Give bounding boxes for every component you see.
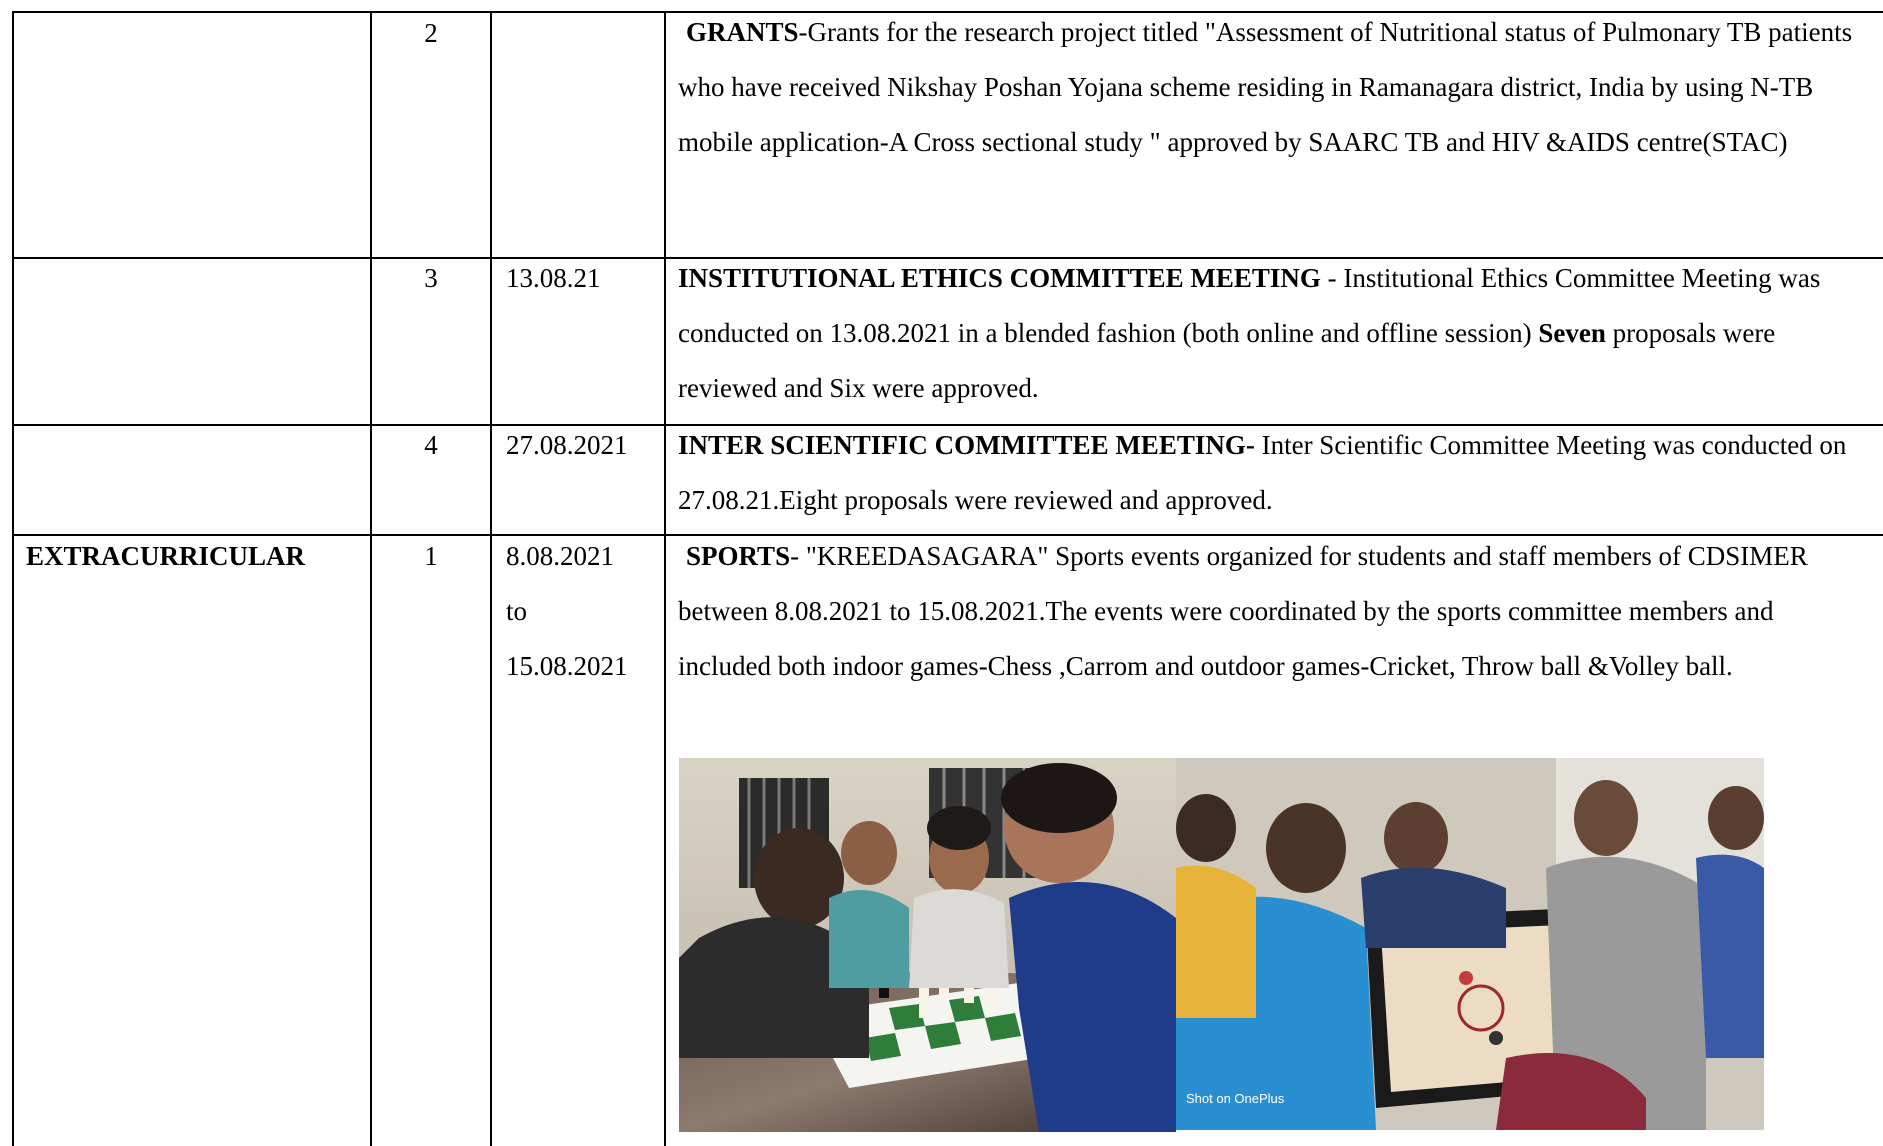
row-3-text: - Institutional Ethics Committee Meeting was conducted on 13.08.2021 in a blended fashion (both online and offline session): [678, 263, 1821, 348]
row-5-heading: SPORTS: [686, 541, 791, 571]
row-3-text-end: proposals were reviewed and Six were approved.: [678, 318, 1776, 403]
carrom-photo: [1176, 758, 1764, 1130]
chess-photo: [679, 758, 1176, 1132]
row-5-category: EXTRACURRICULAR: [26, 541, 306, 571]
rule-left: [12, 11, 14, 1146]
row-2-text: -Grants for the research project titled "Assessment of Nutritional status of Pulmonary TB patients who have received Nikshay Poshan Yojana scheme residing in Ramanagara district, India by using N-TB mobile application-A Cross sectional study " approved by SAARC TB and HIV &AIDS centre(STAC): [678, 17, 1853, 157]
rule-col-3: [664, 11, 666, 1146]
row-3-bold-count: Seven: [1538, 318, 1606, 348]
row-5-sl-number: 1: [424, 541, 438, 571]
row-3-date: 13.08.21: [506, 263, 601, 293]
row-4-text: Inter Scientific Committee Meeting was conducted on 27.08.21.Eight proposals were reviewed and approved.: [678, 430, 1847, 515]
row-5-text: - "KREEDASAGARA" Sports events organized for students and staff members of CDSIMER between 8.08.2021 to 15.08.2021.The events were coordinated by the sports committee members and included both indoor games-Chess ,Carrom and outdoor games-Cricket, Throw ball &Volley ball.: [678, 541, 1808, 681]
row-5-date-end: 15.08.2021: [506, 651, 628, 681]
carrom-photo-watermark: Shot on OnePlus: [1186, 1091, 1285, 1106]
row-2-heading: GRANTS: [686, 17, 799, 47]
row-5-date-range: [506, 529, 628, 694]
row-3-description: [678, 251, 1878, 416]
row-4-date: 27.08.2021: [506, 430, 628, 460]
row-5-date-to: to: [506, 596, 528, 626]
row-4-sl-number: 4: [424, 430, 438, 460]
row-5-date-start: 8.08.2021: [506, 541, 614, 571]
row-4-description: [678, 418, 1883, 528]
row-2-sl-number: 2: [424, 18, 438, 48]
row-3-heading: INSTITUTIONAL ETHICS COMMITTEE MEETING: [678, 263, 1321, 293]
rule-col-2: [490, 11, 492, 1146]
row-5-description: [678, 529, 1873, 694]
row-2-description: [678, 5, 1873, 170]
row-4-heading: INTER SCIENTIFIC COMMITTEE MEETING-: [678, 430, 1255, 460]
row-3-sl-number: 3: [424, 263, 438, 293]
